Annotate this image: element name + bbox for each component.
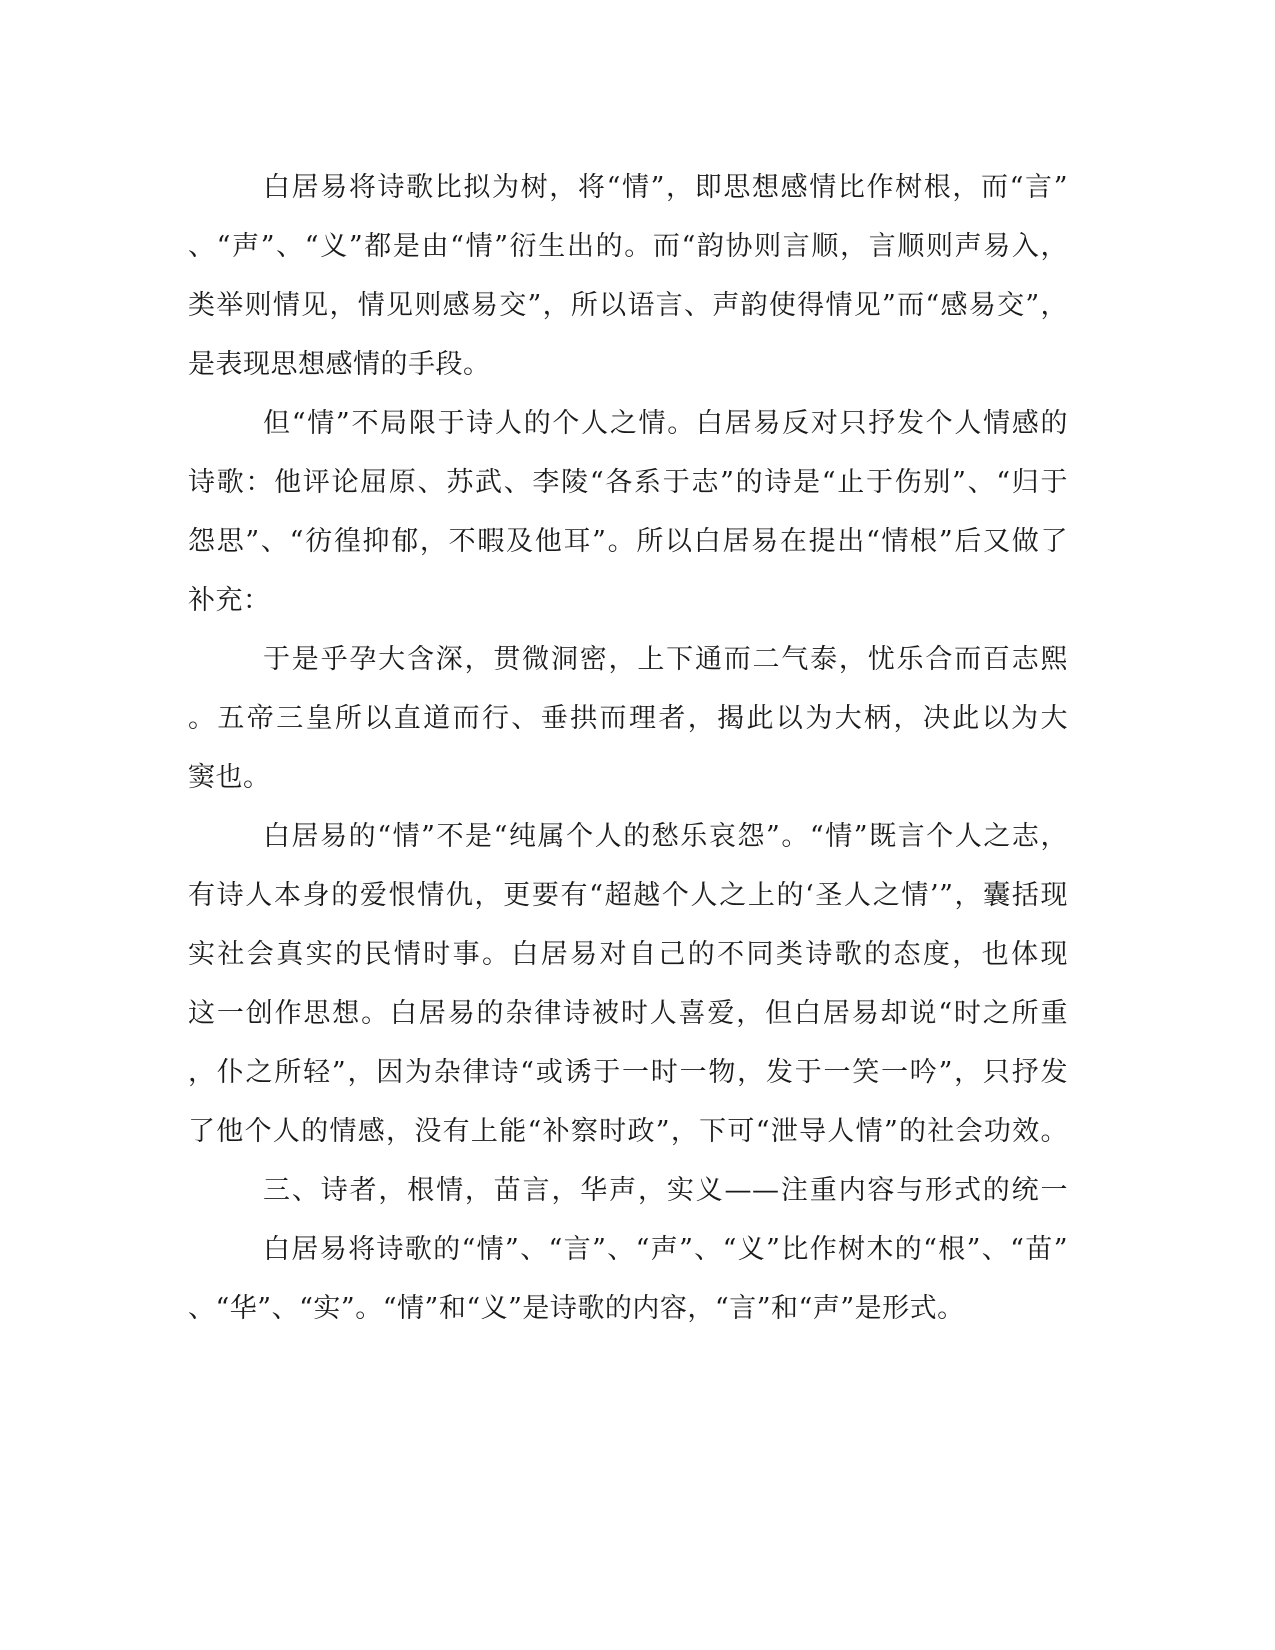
text-line: 白居易的“情”不是“纯属个人的愁乐哀怨”。“情”既言个人之志，: [263, 821, 1068, 852]
paragraph-2: [188, 394, 1068, 630]
text-line: 白居易将诗歌比拟为树，将“情”，即思想感情比作树根，而“言”: [263, 172, 1068, 203]
text-line: 有诗人本身的爱恨情仇，更要有“超越个人之上的‘圣人之情’”，囊括现: [188, 880, 1068, 911]
text-line: 于是乎孕大含深，贯微洞密，上下通而二气泰，忧乐合而百志熙: [263, 644, 1068, 675]
text-line: 、“声”、“义”都是由“情”衍生出的。而“韵协则言顺，言顺则声易入，: [188, 231, 1068, 262]
text-line: 但“情”不局限于诗人的个人之情。白居易反对只抒发个人情感的: [263, 408, 1068, 439]
text-line: 白居易将诗歌的“情”、“言”、“声”、“义”比作树木的“根”、“苗”: [263, 1234, 1068, 1265]
section-heading: [188, 1161, 1068, 1220]
text-line: 是表现思想感情的手段。: [188, 349, 491, 380]
document-body: [188, 158, 1068, 1338]
text-line: 这一创作思想。白居易的杂律诗被时人喜爱，但白居易却说“时之所重: [188, 998, 1068, 1029]
text-line: ，仆之所轻”，因为杂律诗“或诱于一时一物，发于一笑一吟”，只抒发: [188, 1057, 1068, 1088]
section-heading-text: 三、诗者，根情，苗言，华声，实义——注重内容与形式的统一: [263, 1175, 1068, 1206]
quote-paragraph: [188, 630, 1068, 807]
paragraph-3: [188, 807, 1068, 1161]
text-line: 实社会真实的民情时事。白居易对自己的不同类诗歌的态度，也体现: [188, 939, 1068, 970]
text-line: 。五帝三皇所以直道而行、垂拱而理者，揭此以为大柄，决此以为大: [188, 703, 1068, 734]
text-line: 怨思”、“彷徨抑郁，不暇及他耳”。所以白居易在提出“情根”后又做了: [188, 526, 1068, 557]
text-line: 补充：: [188, 585, 271, 616]
text-line: 类举则情见，情见则感易交”，所以语言、声韵使得情见”而“感易交”，: [188, 290, 1068, 321]
text-line: 、“华”、“实”。“情”和“义”是诗歌的内容，“言”和“声”是形式。: [188, 1293, 965, 1324]
paragraph-4: [188, 1220, 1068, 1338]
text-line: 窦也。: [188, 762, 271, 793]
text-line: 了他个人的情感，没有上能“补察时政”，下可“泄导人情”的社会功效。: [188, 1116, 1068, 1147]
text-line: 诗歌：他评论屈原、苏武、李陵“各系于志”的诗是“止于伤别”、“归于: [188, 467, 1068, 498]
paragraph-1: [188, 158, 1068, 394]
